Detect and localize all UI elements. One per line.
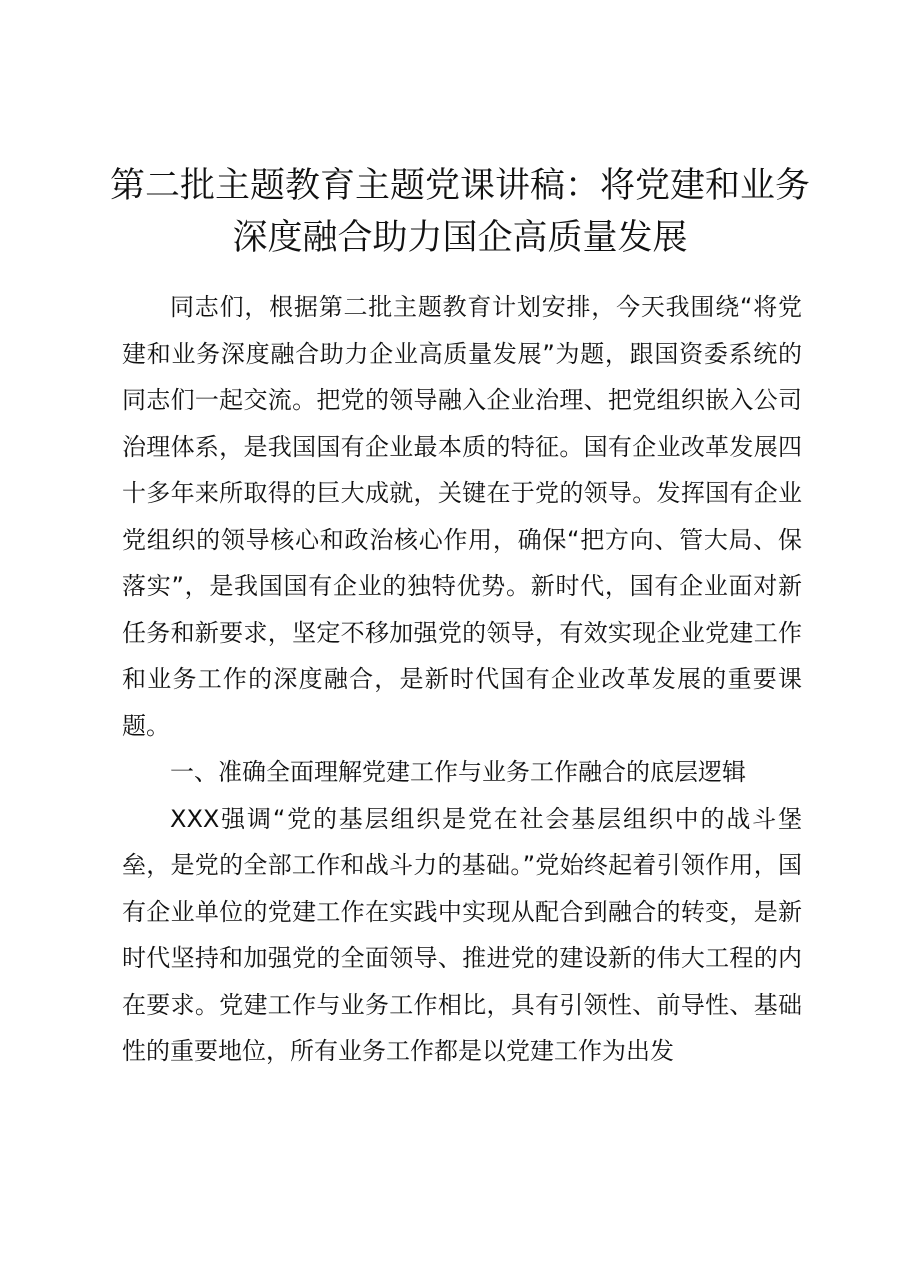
title-line-1: 第二批主题教育主题党课讲稿：将党建和业务 [110,166,811,206]
body-paragraph: XXX强调“党的基层组织是党在社会基层组织中的战斗堡垒，是党的全部工作和战斗力的基础。”党始终起着引领作用，国有企业单位的党建工作在实践中实现从配合到融合的转变，是新时代坚持和加强党的全面领导、推进党的建设新的伟大工程的内在要求。党建工作与业务工作相比，具有引领性、前导性、基础性的重要地位，所有业务工作都是以党建工作为出发 [122,804,802,1065]
document-title [110,160,810,264]
section-heading: 一、准确全面理解党建工作与业务工作融合的底层逻辑 [170,758,746,786]
document-body [122,284,802,1075]
title-line-2: 深度融合助力国企高质量发展 [232,218,688,258]
intro-paragraph: 同志们，根据第二批主题教育计划安排，今天我围绕“将党建和业务深度融合助力企业高质量发展”为题，跟国资委系统的同志们一起交流。把党的领导融入企业治理、把党组织嵌入公司治理体系，是我国国有企业最本质的特征。国有企业改革发展四十多年来所取得的巨大成就，关键在于党的领导。发挥国有企业党组织的领导核心和政治核心作用，确保“把方向、管大局、保落实”，是我国国有企业的独特优势。新时代，国有企业面对新任务和新要求，坚定不移加强党的领导，有效实现企业党建工作和业务工作的深度融合，是新时代国有企业改革发展的重要课题。 [122,293,802,740]
